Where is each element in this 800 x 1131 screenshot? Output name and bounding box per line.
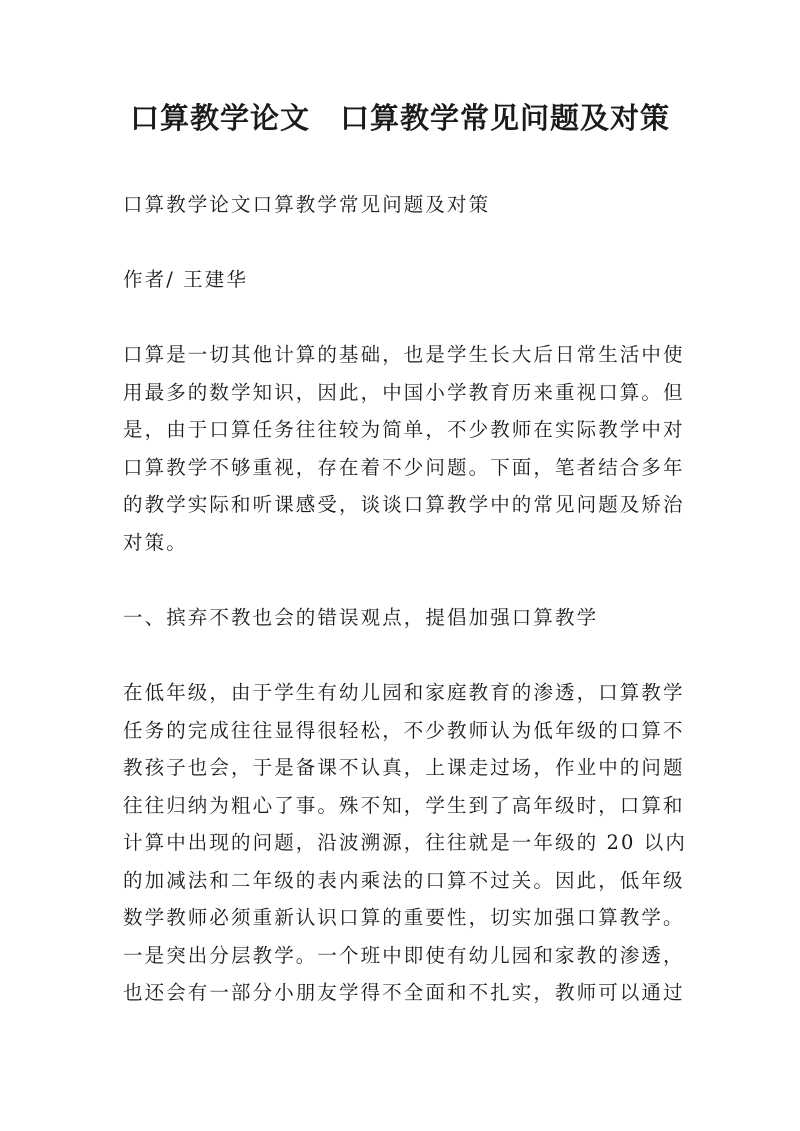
text-line: 往往归纳为粗心了事。殊不知，学生到了高年级时，口算和 (123, 793, 685, 817)
text-line: 一是突出分层教学。一个班中即使有幼儿园和家教的渗透， (123, 943, 685, 967)
document-title: 口算教学论文 口算教学常见问题及对策 (129, 101, 670, 135)
text-line: 计算中出现的问题，沿波溯源，往往就是一年级的 20 以内 (123, 831, 688, 854)
text-line: 口算是一切其他计算的基础，也是学生长大后日常生活中使 (123, 343, 685, 366)
text-line: 数学教师必须重新认识口算的重要性，切实加强口算教学。 (123, 906, 685, 929)
text-line: 也还会有一部分小朋友学得不全面和不扎实，教师可以通过 (123, 981, 685, 1004)
intro-paragraph (123, 336, 688, 561)
text-line: 用最多的数学知识，因此，中国小学教育历来重视口算。但 (123, 380, 685, 404)
text-line: 的教学实际和听课感受，谈谈口算教学中的常见问题及矫治 (123, 493, 685, 516)
text-line: 教孩子也会，于是备课不认真，上课走过场，作业中的问题 (123, 756, 685, 779)
section-heading: 一、摈弃不教也会的错误观点，提倡加强口算教学 (123, 606, 599, 629)
document-subtitle: 口算教学论文口算教学常见问题及对策 (123, 193, 491, 216)
section-paragraph (123, 674, 688, 1012)
author-line: 作者/ 王建华 (123, 268, 248, 291)
text-line: 在低年级，由于学生有幼儿园和家庭教育的渗透，口算教学 (123, 681, 685, 704)
text-line: 是，由于口算任务往往较为简单，不少教师在实际教学中对 (123, 418, 685, 441)
text-line: 对策。 (123, 530, 188, 554)
text-line: 口算教学不够重视，存在着不少问题。下面，笔者结合多年 (123, 455, 685, 479)
text-line: 的加减法和二年级的表内乘法的口算不过关。因此，低年级 (123, 868, 685, 892)
text-line: 任务的完成往往显得很轻松，不少教师认为低年级的口算不 (123, 718, 685, 742)
